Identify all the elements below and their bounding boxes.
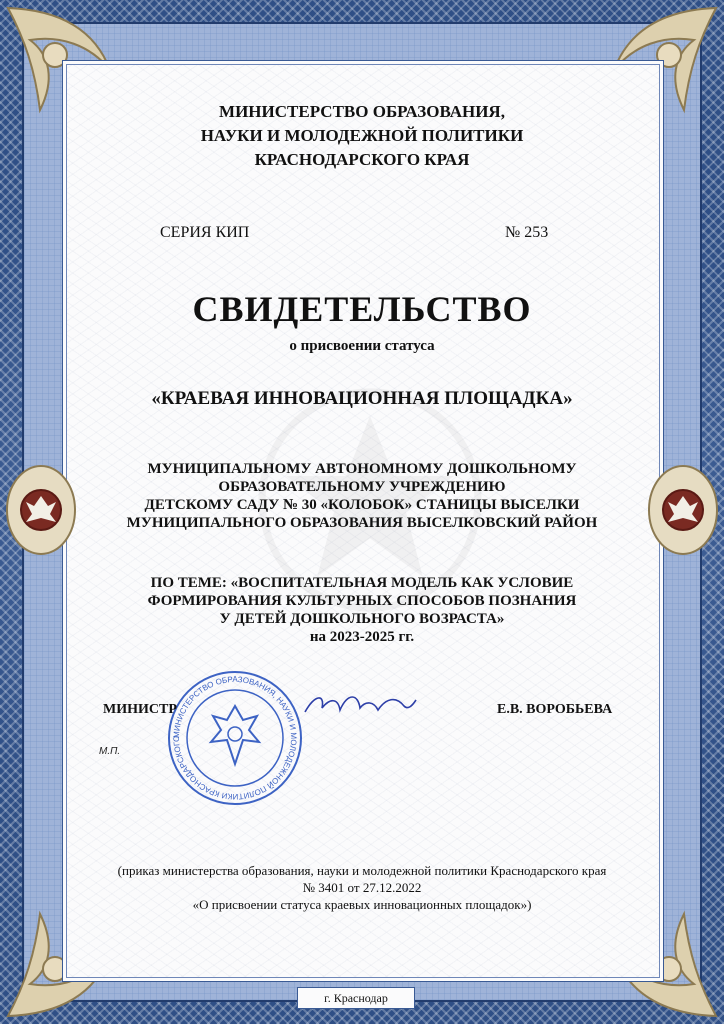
order-line: № 3401 от 27.12.2022	[302, 880, 422, 895]
ministry-name	[62, 100, 662, 172]
minister-position: МИНИСТР	[103, 702, 177, 717]
handwritten-signature-icon	[300, 684, 420, 724]
ministry-line: НАУКИ И МОЛОДЕЖНОЙ ПОЛИТИКИ	[200, 126, 524, 145]
order-line: (приказ министерства образования, науки и молодежной политики Краснодарского края	[117, 863, 607, 878]
topic-block	[62, 574, 662, 646]
series-label: СЕРИЯ КИП	[160, 224, 250, 241]
document-title: СВИДЕТЕЛЬСТВО	[192, 289, 532, 329]
city-label: г. Краснодар	[297, 987, 415, 1009]
topic-period: на 2023-2025 гг.	[309, 629, 415, 645]
stamp-place-label: М.П.	[99, 746, 121, 757]
certificate-number: № 253	[505, 224, 549, 241]
minister-name: Е.В. ВОРОБЬЕВА	[497, 702, 613, 717]
recipient-block	[62, 460, 662, 532]
status-name: «КРАЕВАЯ ИННОВАЦИОННАЯ ПЛОЩАДКА»	[151, 388, 573, 409]
official-seal-icon	[165, 668, 305, 808]
topic-line: ПО ТЕМЕ: «ВОСПИТАТЕЛЬНАЯ МОДЕЛЬ КАК УСЛОВИЕ	[150, 575, 574, 591]
recipient-line: ОБРАЗОВАТЕЛЬНОМУ УЧРЕЖДЕНИЮ	[218, 479, 506, 495]
recipient-line: ДЕТСКОМУ САДУ № 30 «КОЛОБОК» СТАНИЦЫ ВЫСЕЛКИ	[144, 497, 580, 513]
recipient-line: МУНИЦИПАЛЬНОМУ АВТОНОМНОМУ ДОШКОЛЬНОМУ	[147, 461, 577, 477]
seal-text: МИНИСТЕРСТВО ОБРАЗОВАНИЯ, НАУКИ И МОЛОДЕЖНОЙ ПОЛИТИКИ КРАСНОДАРСКОГО	[171, 674, 299, 802]
topic-line: У ДЕТЕЙ ДОШКОЛЬНОГО ВОЗРАСТА»	[219, 611, 505, 627]
ministry-line: КРАСНОДАРСКОГО КРАЯ	[254, 150, 470, 169]
order-reference	[62, 862, 662, 913]
topic-line: ФОРМИРОВАНИЯ КУЛЬТУРНЫХ СПОСОБОВ ПОЗНАНИЯ	[147, 593, 577, 609]
document-subtitle: о присвоении статуса	[289, 338, 435, 354]
recipient-line: МУНИЦИПАЛЬНОГО ОБРАЗОВАНИЯ ВЫСЕЛКОВСКИЙ РАЙОН	[126, 515, 598, 531]
order-line: «О присвоении статуса краевых инновационных площадок»)	[192, 897, 532, 912]
ministry-line: МИНИСТЕРСТВО ОБРАЗОВАНИЯ,	[219, 102, 505, 121]
